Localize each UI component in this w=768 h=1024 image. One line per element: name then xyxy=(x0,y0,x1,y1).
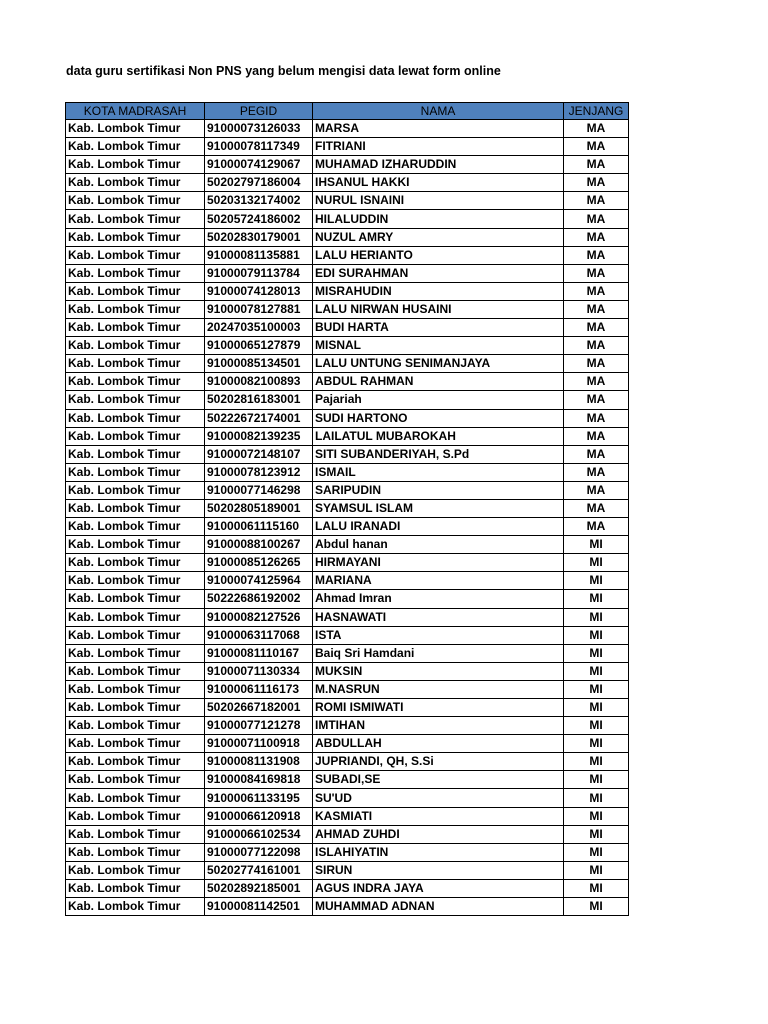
cell-pegid: 91000063117068 xyxy=(205,626,313,644)
cell-jenjang: MI xyxy=(564,699,629,717)
cell-kota-madrasah: Kab. Lombok Timur xyxy=(66,536,205,554)
cell-kota-madrasah: Kab. Lombok Timur xyxy=(66,843,205,861)
cell-nama: SUBADI,SE xyxy=(313,771,564,789)
cell-jenjang: MA xyxy=(564,355,629,373)
table-row xyxy=(66,319,629,337)
cell-nama: SUDI HARTONO xyxy=(313,409,564,427)
cell-pegid: 50202805189001 xyxy=(205,499,313,517)
cell-nama: BUDI HARTA xyxy=(313,319,564,337)
table-row xyxy=(66,572,629,590)
cell-nama: HIRMAYANI xyxy=(313,554,564,572)
cell-pegid: 50202667182001 xyxy=(205,699,313,717)
table-row xyxy=(66,337,629,355)
cell-nama: MISNAL xyxy=(313,337,564,355)
cell-kota-madrasah: Kab. Lombok Timur xyxy=(66,789,205,807)
cell-kota-madrasah: Kab. Lombok Timur xyxy=(66,427,205,445)
table-row xyxy=(66,861,629,879)
cell-pegid: 91000082139235 xyxy=(205,427,313,445)
cell-pegid: 91000082127526 xyxy=(205,608,313,626)
cell-jenjang: MI xyxy=(564,789,629,807)
cell-jenjang: MI xyxy=(564,554,629,572)
cell-nama: ABDULLAH xyxy=(313,735,564,753)
cell-nama: MISRAHUDIN xyxy=(313,282,564,300)
cell-jenjang: MI xyxy=(564,753,629,771)
cell-nama: KASMIATI xyxy=(313,807,564,825)
cell-pegid: 91000074125964 xyxy=(205,572,313,590)
table-row xyxy=(66,807,629,825)
cell-jenjang: MA xyxy=(564,228,629,246)
cell-jenjang: MI xyxy=(564,644,629,662)
cell-jenjang: MI xyxy=(564,735,629,753)
table-row xyxy=(66,898,629,916)
table-row xyxy=(66,427,629,445)
cell-jenjang: MA xyxy=(564,246,629,264)
cell-nama: IHSANUL HAKKI xyxy=(313,174,564,192)
cell-pegid: 20247035100003 xyxy=(205,319,313,337)
cell-kota-madrasah: Kab. Lombok Timur xyxy=(66,861,205,879)
table-row xyxy=(66,192,629,210)
cell-jenjang: MA xyxy=(564,337,629,355)
table-row xyxy=(66,626,629,644)
cell-jenjang: MA xyxy=(564,300,629,318)
cell-kota-madrasah: Kab. Lombok Timur xyxy=(66,264,205,282)
cell-jenjang: MI xyxy=(564,807,629,825)
cell-pegid: 50222686192002 xyxy=(205,590,313,608)
cell-kota-madrasah: Kab. Lombok Timur xyxy=(66,662,205,680)
cell-pegid: 91000081135881 xyxy=(205,246,313,264)
cell-pegid: 91000085126265 xyxy=(205,554,313,572)
cell-kota-madrasah: Kab. Lombok Timur xyxy=(66,898,205,916)
table-row xyxy=(66,282,629,300)
cell-jenjang: MA xyxy=(564,481,629,499)
data-table xyxy=(65,102,629,916)
cell-kota-madrasah: Kab. Lombok Timur xyxy=(66,590,205,608)
cell-kota-madrasah: Kab. Lombok Timur xyxy=(66,825,205,843)
cell-pegid: 50205724186002 xyxy=(205,210,313,228)
cell-kota-madrasah: Kab. Lombok Timur xyxy=(66,138,205,156)
cell-nama: LALU HERIANTO xyxy=(313,246,564,264)
cell-kota-madrasah: Kab. Lombok Timur xyxy=(66,572,205,590)
cell-pegid: 91000066102534 xyxy=(205,825,313,843)
cell-kota-madrasah: Kab. Lombok Timur xyxy=(66,355,205,373)
cell-nama: MUHAMMAD ADNAN xyxy=(313,898,564,916)
cell-pegid: 91000061115160 xyxy=(205,518,313,536)
cell-jenjang: MI xyxy=(564,590,629,608)
cell-jenjang: MA xyxy=(564,264,629,282)
table-row xyxy=(66,825,629,843)
cell-pegid: 91000078127881 xyxy=(205,300,313,318)
cell-pegid: 91000071130334 xyxy=(205,662,313,680)
cell-jenjang: MA xyxy=(564,174,629,192)
cell-jenjang: MI xyxy=(564,662,629,680)
cell-jenjang: MA xyxy=(564,282,629,300)
column-header-nama: NAMA xyxy=(313,103,564,120)
cell-nama: SARIPUDIN xyxy=(313,481,564,499)
cell-jenjang: MA xyxy=(564,391,629,409)
cell-kota-madrasah: Kab. Lombok Timur xyxy=(66,319,205,337)
table-row xyxy=(66,680,629,698)
cell-pegid: 91000073126033 xyxy=(205,120,313,138)
table-row xyxy=(66,228,629,246)
cell-pegid: 91000071100918 xyxy=(205,735,313,753)
cell-pegid: 50202892185001 xyxy=(205,879,313,897)
page-title: data guru sertifikasi Non PNS yang belum mengisi data lewat form online xyxy=(66,64,501,78)
cell-jenjang: MI xyxy=(564,898,629,916)
cell-pegid: 50202774161001 xyxy=(205,861,313,879)
cell-nama: M.NASRUN xyxy=(313,680,564,698)
table-row xyxy=(66,445,629,463)
cell-pegid: 91000061133195 xyxy=(205,789,313,807)
table-row xyxy=(66,753,629,771)
cell-jenjang: MA xyxy=(564,156,629,174)
cell-nama: Baiq Sri Hamdani xyxy=(313,644,564,662)
table-row xyxy=(66,771,629,789)
table-row xyxy=(66,120,629,138)
cell-kota-madrasah: Kab. Lombok Timur xyxy=(66,445,205,463)
cell-kota-madrasah: Kab. Lombok Timur xyxy=(66,626,205,644)
column-header-kota-madrasah: KOTA MADRASAH xyxy=(66,103,205,120)
cell-kota-madrasah: Kab. Lombok Timur xyxy=(66,246,205,264)
cell-kota-madrasah: Kab. Lombok Timur xyxy=(66,735,205,753)
cell-pegid: 91000081131908 xyxy=(205,753,313,771)
cell-kota-madrasah: Kab. Lombok Timur xyxy=(66,463,205,481)
cell-jenjang: MA xyxy=(564,210,629,228)
cell-kota-madrasah: Kab. Lombok Timur xyxy=(66,771,205,789)
cell-pegid: 91000084169818 xyxy=(205,771,313,789)
cell-pegid: 91000077146298 xyxy=(205,481,313,499)
cell-pegid: 50203132174002 xyxy=(205,192,313,210)
cell-pegid: 91000088100267 xyxy=(205,536,313,554)
cell-nama: LAILATUL MUBAROKAH xyxy=(313,427,564,445)
cell-pegid: 91000078123912 xyxy=(205,463,313,481)
table-row xyxy=(66,644,629,662)
cell-kota-madrasah: Kab. Lombok Timur xyxy=(66,156,205,174)
cell-nama: ROMI ISMIWATI xyxy=(313,699,564,717)
table-row xyxy=(66,608,629,626)
cell-kota-madrasah: Kab. Lombok Timur xyxy=(66,499,205,517)
cell-pegid: 91000079113784 xyxy=(205,264,313,282)
table-row xyxy=(66,879,629,897)
cell-nama: MUHAMAD IZHARUDDIN xyxy=(313,156,564,174)
cell-jenjang: MA xyxy=(564,427,629,445)
cell-nama: NURUL ISNAINI xyxy=(313,192,564,210)
cell-nama: AGUS INDRA JAYA xyxy=(313,879,564,897)
table-row xyxy=(66,590,629,608)
cell-kota-madrasah: Kab. Lombok Timur xyxy=(66,174,205,192)
cell-nama: FITRIANI xyxy=(313,138,564,156)
cell-kota-madrasah: Kab. Lombok Timur xyxy=(66,391,205,409)
cell-kota-madrasah: Kab. Lombok Timur xyxy=(66,481,205,499)
cell-kota-madrasah: Kab. Lombok Timur xyxy=(66,608,205,626)
cell-nama: SIRUN xyxy=(313,861,564,879)
table-row xyxy=(66,246,629,264)
cell-nama: LALU UNTUNG SENIMANJAYA xyxy=(313,355,564,373)
cell-jenjang: MI xyxy=(564,771,629,789)
table-row xyxy=(66,210,629,228)
cell-nama: JUPRIANDI, QH, S.Si xyxy=(313,753,564,771)
cell-nama: HILALUDDIN xyxy=(313,210,564,228)
cell-pegid: 91000081142501 xyxy=(205,898,313,916)
table-row xyxy=(66,391,629,409)
table-row xyxy=(66,355,629,373)
cell-nama: Abdul hanan xyxy=(313,536,564,554)
cell-jenjang: MI xyxy=(564,536,629,554)
cell-jenjang: MA xyxy=(564,138,629,156)
cell-jenjang: MI xyxy=(564,572,629,590)
cell-nama: MUKSIN xyxy=(313,662,564,680)
cell-nama: NUZUL AMRY xyxy=(313,228,564,246)
cell-jenjang: MI xyxy=(564,680,629,698)
table-row xyxy=(66,499,629,517)
cell-pegid: 91000074128013 xyxy=(205,282,313,300)
cell-kota-madrasah: Kab. Lombok Timur xyxy=(66,192,205,210)
table-row xyxy=(66,409,629,427)
cell-pegid: 91000077121278 xyxy=(205,717,313,735)
cell-jenjang: MA xyxy=(564,373,629,391)
cell-nama: MARIANA xyxy=(313,572,564,590)
table-row xyxy=(66,735,629,753)
cell-pegid: 91000061116173 xyxy=(205,680,313,698)
cell-kota-madrasah: Kab. Lombok Timur xyxy=(66,644,205,662)
cell-jenjang: MI xyxy=(564,717,629,735)
cell-pegid: 91000077122098 xyxy=(205,843,313,861)
cell-kota-madrasah: Kab. Lombok Timur xyxy=(66,680,205,698)
table-row xyxy=(66,463,629,481)
cell-kota-madrasah: Kab. Lombok Timur xyxy=(66,120,205,138)
cell-pegid: 91000078117349 xyxy=(205,138,313,156)
cell-nama: SU'UD xyxy=(313,789,564,807)
table-row xyxy=(66,554,629,572)
cell-pegid: 50202830179001 xyxy=(205,228,313,246)
cell-kota-madrasah: Kab. Lombok Timur xyxy=(66,282,205,300)
column-header-pegid: PEGID xyxy=(205,103,313,120)
cell-jenjang: MI xyxy=(564,825,629,843)
cell-pegid: 50222672174001 xyxy=(205,409,313,427)
table-row xyxy=(66,536,629,554)
cell-pegid: 91000082100893 xyxy=(205,373,313,391)
cell-kota-madrasah: Kab. Lombok Timur xyxy=(66,554,205,572)
cell-jenjang: MI xyxy=(564,879,629,897)
cell-jenjang: MA xyxy=(564,463,629,481)
table-row xyxy=(66,662,629,680)
cell-pegid: 91000081110167 xyxy=(205,644,313,662)
table-row xyxy=(66,174,629,192)
cell-nama: Ahmad Imran xyxy=(313,590,564,608)
cell-kota-madrasah: Kab. Lombok Timur xyxy=(66,409,205,427)
cell-nama: ISLAHIYATIN xyxy=(313,843,564,861)
cell-jenjang: MA xyxy=(564,120,629,138)
table-row xyxy=(66,138,629,156)
cell-nama: SITI SUBANDERIYAH, S.Pd xyxy=(313,445,564,463)
cell-kota-madrasah: Kab. Lombok Timur xyxy=(66,337,205,355)
cell-jenjang: MA xyxy=(564,192,629,210)
cell-nama: EDI SURAHMAN xyxy=(313,264,564,282)
cell-kota-madrasah: Kab. Lombok Timur xyxy=(66,717,205,735)
table-row xyxy=(66,156,629,174)
cell-nama: AHMAD ZUHDI xyxy=(313,825,564,843)
table-row xyxy=(66,481,629,499)
table-row xyxy=(66,373,629,391)
cell-pegid: 50202816183001 xyxy=(205,391,313,409)
cell-kota-madrasah: Kab. Lombok Timur xyxy=(66,879,205,897)
cell-nama: Pajariah xyxy=(313,391,564,409)
cell-kota-madrasah: Kab. Lombok Timur xyxy=(66,228,205,246)
cell-kota-madrasah: Kab. Lombok Timur xyxy=(66,373,205,391)
cell-jenjang: MI xyxy=(564,626,629,644)
cell-nama: ISMAIL xyxy=(313,463,564,481)
cell-nama: LALU NIRWAN HUSAINI xyxy=(313,300,564,318)
table-row xyxy=(66,300,629,318)
cell-pegid: 91000066120918 xyxy=(205,807,313,825)
column-header-jenjang: JENJANG xyxy=(564,103,629,120)
table-row xyxy=(66,843,629,861)
table-row xyxy=(66,264,629,282)
table-row xyxy=(66,789,629,807)
cell-jenjang: MA xyxy=(564,518,629,536)
cell-kota-madrasah: Kab. Lombok Timur xyxy=(66,807,205,825)
cell-nama: MARSA xyxy=(313,120,564,138)
table-header-row xyxy=(66,103,629,120)
cell-pegid: 91000065127879 xyxy=(205,337,313,355)
cell-kota-madrasah: Kab. Lombok Timur xyxy=(66,753,205,771)
cell-jenjang: MA xyxy=(564,409,629,427)
cell-nama: LALU IRANADI xyxy=(313,518,564,536)
cell-pegid: 91000074129067 xyxy=(205,156,313,174)
cell-jenjang: MA xyxy=(564,499,629,517)
cell-kota-madrasah: Kab. Lombok Timur xyxy=(66,210,205,228)
cell-jenjang: MI xyxy=(564,608,629,626)
cell-jenjang: MA xyxy=(564,445,629,463)
cell-nama: ISTA xyxy=(313,626,564,644)
cell-kota-madrasah: Kab. Lombok Timur xyxy=(66,518,205,536)
cell-pegid: 91000085134501 xyxy=(205,355,313,373)
cell-nama: IMTIHAN xyxy=(313,717,564,735)
table-row xyxy=(66,717,629,735)
cell-nama: HASNAWATI xyxy=(313,608,564,626)
cell-jenjang: MI xyxy=(564,861,629,879)
table-row xyxy=(66,518,629,536)
cell-pegid: 50202797186004 xyxy=(205,174,313,192)
cell-pegid: 91000072148107 xyxy=(205,445,313,463)
cell-kota-madrasah: Kab. Lombok Timur xyxy=(66,699,205,717)
table-body xyxy=(66,120,629,916)
cell-kota-madrasah: Kab. Lombok Timur xyxy=(66,300,205,318)
cell-jenjang: MA xyxy=(564,319,629,337)
cell-nama: ABDUL RAHMAN xyxy=(313,373,564,391)
table-row xyxy=(66,699,629,717)
cell-nama: SYAMSUL ISLAM xyxy=(313,499,564,517)
cell-jenjang: MI xyxy=(564,843,629,861)
